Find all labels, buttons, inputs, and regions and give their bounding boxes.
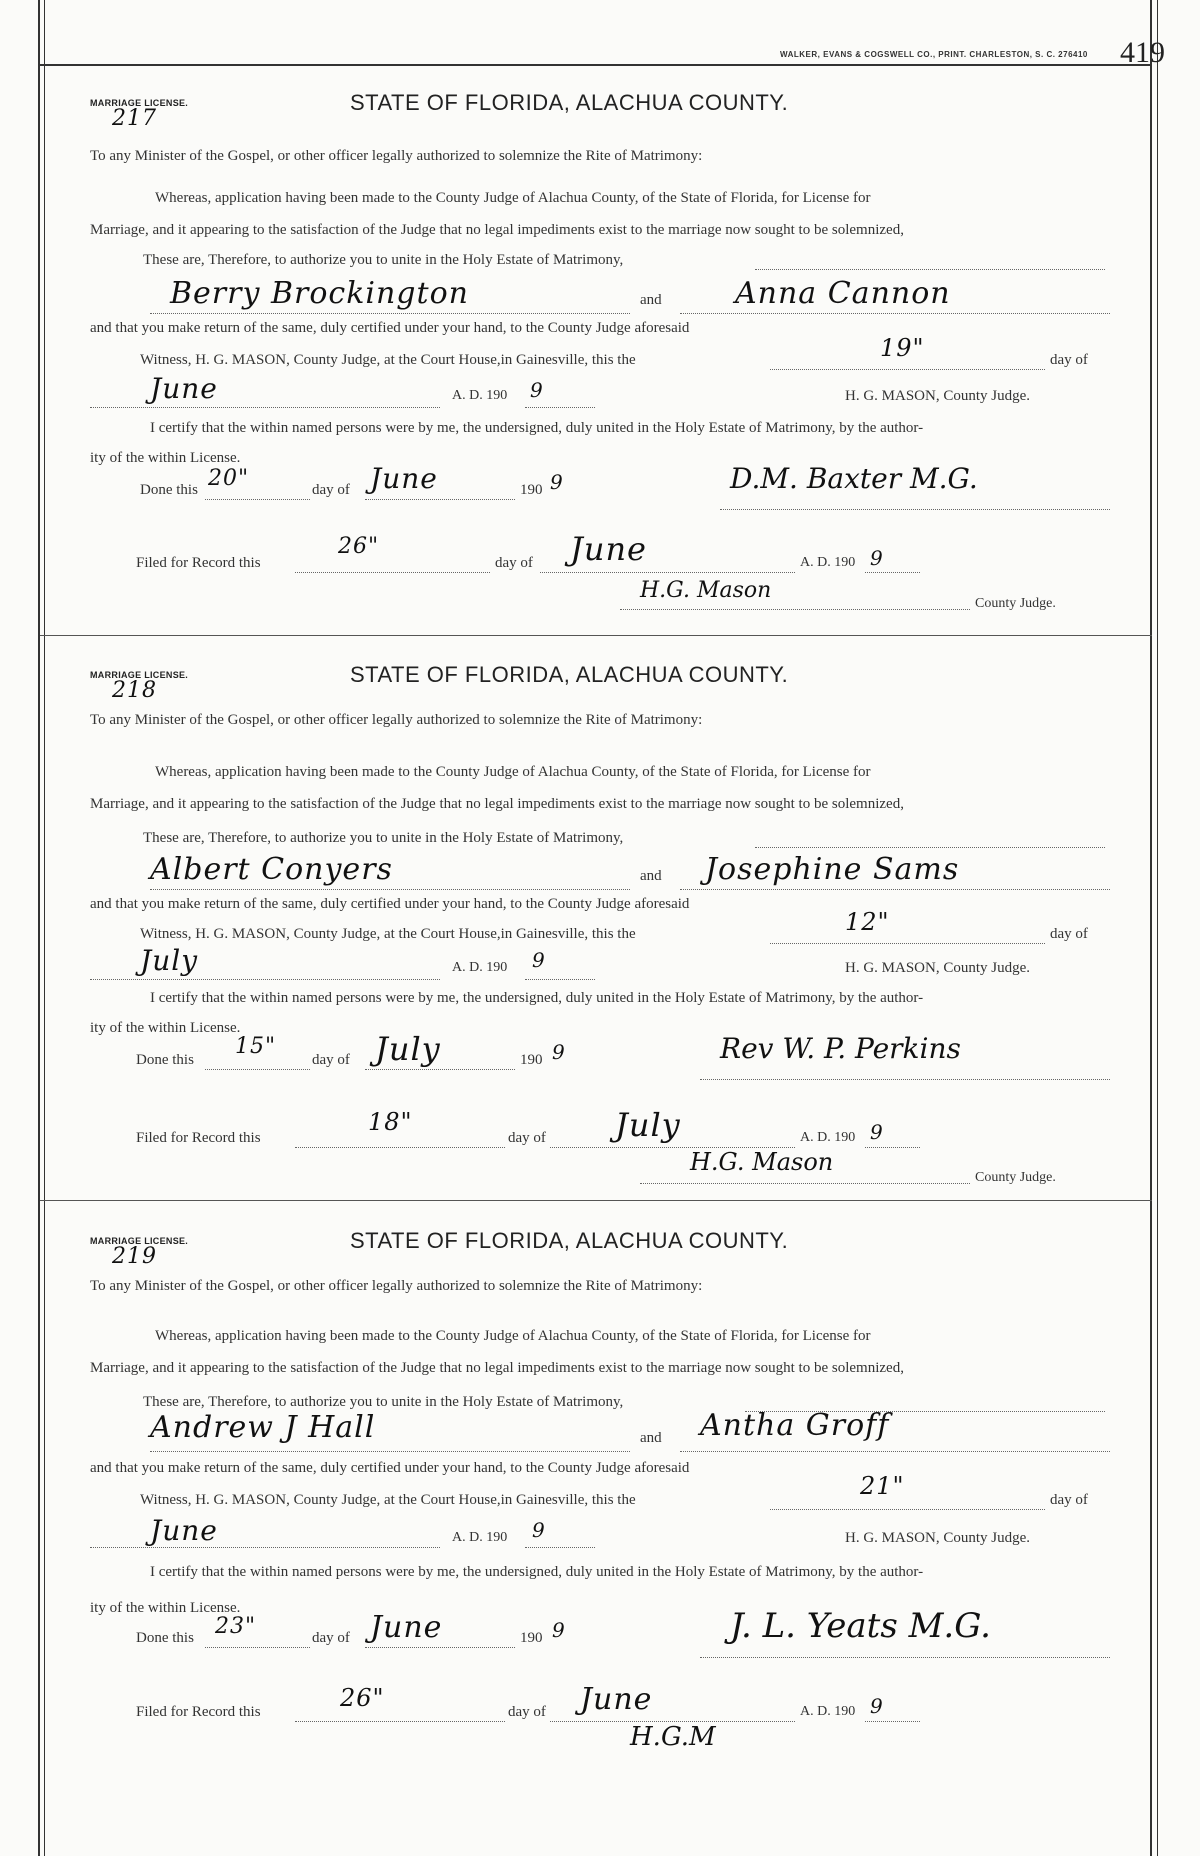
groom-name: Berry Brockington [170,276,469,311]
filed-year: 9 [870,1120,884,1144]
filed-day-of-label: day of [508,1130,546,1146]
form-heading: STATE OF FLORIDA, ALACHUA COUNTY. [350,662,789,687]
done-month: July [375,1030,441,1068]
done-day-of-label: day of [312,482,350,498]
salutation: To any Minister of the Gospel, or other officer legally authorized to solemnize the Rite of Matrimony: [90,712,703,728]
filed-month: June [580,1682,653,1717]
filed-label: Filed for Record this [136,1704,261,1720]
done-this-label: Done this [136,1052,194,1068]
witness-line: Witness, H. G. MASON, County Judge, at the Court House,in Gainesville, this the [140,352,636,368]
done-year: 9 [552,1618,566,1642]
form-heading: STATE OF FLORIDA, ALACHUA COUNTY. [350,90,789,115]
witness-month: July [140,944,199,977]
filed-ad-label: A. D. 190 [800,555,856,570]
form-heading: STATE OF FLORIDA, ALACHUA COUNTY. [350,1228,789,1253]
filed-day-of-label: day of [508,1704,546,1720]
filed-year: 9 [870,546,884,570]
officiant-signature: J. L. Yeats M.G. [730,1606,991,1646]
these-are-line: These are, Therefore, to authorize you to unite in the Holy Estate of Matrimony, [143,830,624,846]
filed-by-signature: H.G. Mason [690,1148,834,1176]
printer-line: WALKER, EVANS & COGSWELL CO., PRINT. CHARLESTON, S. C. 276410 [780,50,1088,59]
license-number: 218 [112,678,157,703]
and-label: and [640,868,662,884]
license-label: MARRIAGE LICENSE. [90,98,189,108]
done-month: June [370,462,438,495]
day-of-label: day of [1050,352,1088,368]
witness-day: 19" [880,334,925,362]
done-this-label: Done this [136,1630,194,1646]
license-number: 217 [112,106,157,131]
certify-line-2: ity of the within License. [90,1020,241,1036]
officiant-signature: D.M. Baxter M.G. [730,462,978,495]
done-year-label: 190 [520,1630,543,1646]
record-divider-1 [40,635,1152,636]
bride-name: Anna Cannon [735,276,951,311]
certify-line-2: ity of the within License. [90,1600,241,1616]
filed-day: 18" [368,1108,413,1136]
day-of-label: day of [1050,926,1088,942]
filed-ad-label: A. D. 190 [800,1704,856,1719]
bride-name: Antha Groff [700,1408,890,1443]
certify-line-1: I certify that the within named persons were by me, the undersigned, duly united in the Holy Estate of Matrimony, by the author- [150,420,924,436]
witness-year: 9 [532,1518,546,1542]
done-year-label: 190 [520,1052,543,1068]
day-of-label: day of [1050,1492,1088,1508]
filed-ad-label: A. D. 190 [800,1130,856,1145]
judge-name: H. G. MASON, County Judge. [845,960,1031,976]
filed-day: 26" [340,1684,385,1712]
filed-day: 26" [338,534,380,559]
filed-label: Filed for Record this [136,1130,261,1146]
done-this-label: Done this [140,482,198,498]
top-rule [40,64,1152,66]
done-day: 15" [235,1034,277,1059]
done-year: 9 [550,470,564,494]
bride-name: Josephine Sams [705,852,960,887]
certify-line-1: I certify that the within named persons were by me, the undersigned, duly united in the Holy Estate of Matrimony, by the author- [150,990,924,1006]
filed-year: 9 [870,1694,884,1718]
certify-line-2: ity of the within License. [90,450,241,466]
officiant-signature: Rev W. P. Perkins [720,1032,961,1065]
and-label: and [640,1430,662,1446]
witness-month: June [150,1514,218,1547]
record-divider-2 [40,1200,1152,1201]
return-line: and that you make return of the same, duly certified under your hand, to the County Judge aforesaid [90,320,690,336]
groom-name: Andrew J Hall [150,1410,376,1445]
done-day-of-label: day of [312,1630,350,1646]
whereas-line-1: Whereas, application having been made to the County Judge of Alachua County, of the State of Florida, for License for [155,190,871,206]
salutation: To any Minister of the Gospel, or other officer legally authorized to solemnize the Rite of Matrimony: [90,1278,703,1294]
groom-name: Albert Conyers [150,852,393,887]
done-day: 20" [208,466,250,491]
ad-label: A. D. 190 [452,960,508,975]
license-label: MARRIAGE LICENSE. [90,670,189,680]
and-label: and [640,292,662,308]
county-judge-label: County Judge. [975,1170,1056,1185]
filed-by-signature: H.G. Mason [640,578,772,603]
filed-by-signature: H.G.M [630,1722,716,1752]
done-year: 9 [552,1040,566,1064]
filed-month: July [615,1106,681,1144]
filed-label: Filed for Record this [136,555,261,571]
ad-label: A. D. 190 [452,1530,508,1545]
whereas-line-1: Whereas, application having been made to the County Judge of Alachua County, of the State of Florida, for License for [155,1328,871,1344]
filed-day-of-label: day of [495,555,533,571]
witness-day: 21" [860,1472,905,1500]
done-month: June [370,1610,443,1645]
judge-name: H. G. MASON, County Judge. [845,388,1031,404]
witness-line: Witness, H. G. MASON, County Judge, at the Court House,in Gainesville, this the [140,1492,636,1508]
license-record-217 [0,90,1200,630]
done-year-label: 190 [520,482,543,498]
done-day-of-label: day of [312,1052,350,1068]
witness-month: June [150,372,218,405]
these-are-line: These are, Therefore, to authorize you to unite in the Holy Estate of Matrimony, [143,1394,624,1410]
license-record-219 [0,1228,1200,1828]
whereas-line-2: Marriage, and it appearing to the satisfaction of the Judge that no legal impediments exist to the marriage now sought to be solemnized, [90,222,904,238]
whereas-line-2: Marriage, and it appearing to the satisfaction of the Judge that no legal impediments exist to the marriage now sought to be solemnized, [90,1360,904,1376]
license-label: MARRIAGE LICENSE. [90,1236,189,1246]
return-line: and that you make return of the same, duly certified under your hand, to the County Judge aforesaid [90,896,690,912]
page-number: 419 [1120,36,1165,69]
ad-label: A. D. 190 [452,388,508,403]
salutation: To any Minister of the Gospel, or other officer legally authorized to solemnize the Rite of Matrimony: [90,148,703,164]
witness-line: Witness, H. G. MASON, County Judge, at the Court House,in Gainesville, this the [140,926,636,942]
whereas-line-2: Marriage, and it appearing to the satisfaction of the Judge that no legal impediments exist to the marriage now sought to be solemnized, [90,796,904,812]
these-are-line: These are, Therefore, to authorize you to unite in the Holy Estate of Matrimony, [143,252,624,268]
witness-day: 12" [845,908,890,936]
witness-year: 9 [530,378,544,402]
return-line: and that you make return of the same, duly certified under your hand, to the County Judge aforesaid [90,1460,690,1476]
judge-name: H. G. MASON, County Judge. [845,1530,1031,1546]
whereas-line-1: Whereas, application having been made to the County Judge of Alachua County, of the State of Florida, for License for [155,764,871,780]
county-judge-label: County Judge. [975,596,1056,611]
license-record-218 [0,662,1200,1202]
certify-line-1: I certify that the within named persons were by me, the undersigned, duly united in the Holy Estate of Matrimony, by the author- [150,1564,924,1580]
witness-year: 9 [532,948,546,972]
filed-month: June [570,530,647,568]
done-day: 23" [215,1614,257,1639]
license-number: 219 [112,1244,157,1269]
